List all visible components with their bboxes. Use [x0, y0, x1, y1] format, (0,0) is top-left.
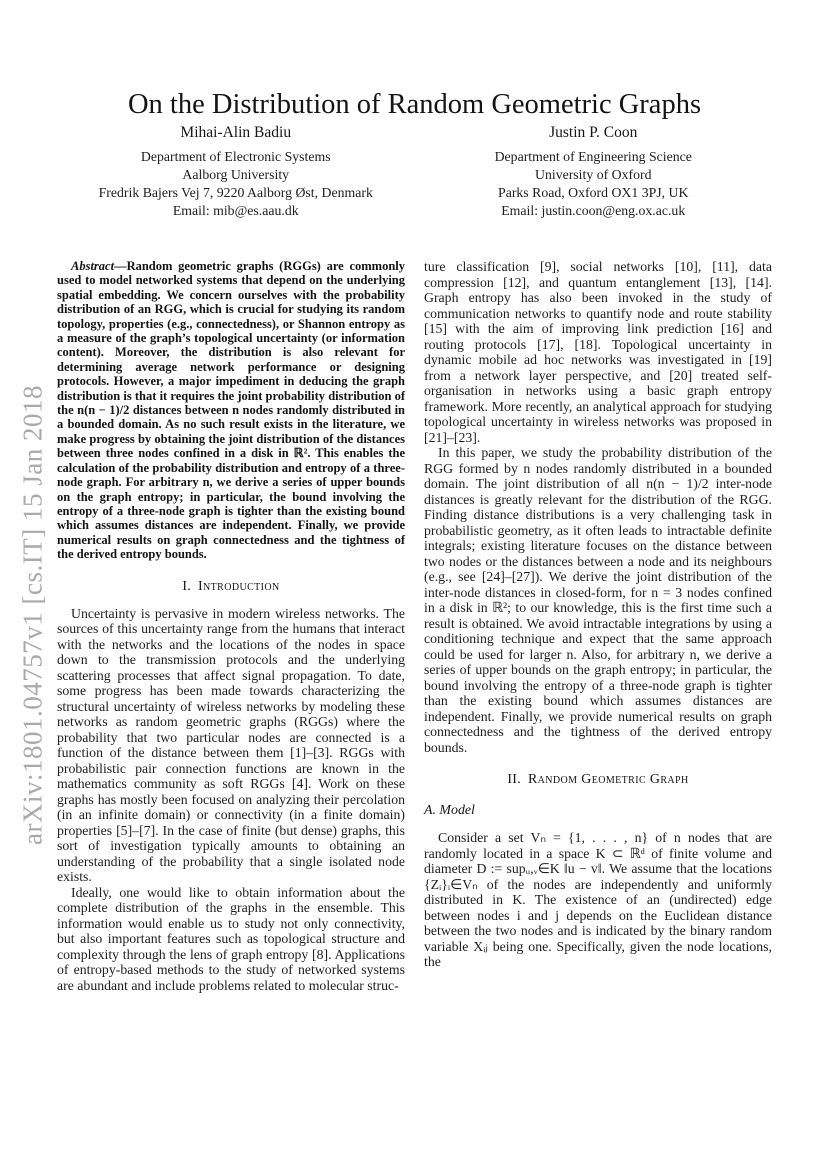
- abstract-paragraph: [57, 259, 405, 562]
- author-2-email: Email: justin.coon@eng.ox.ac.uk: [501, 203, 686, 218]
- section-1-number: I.: [182, 578, 192, 594]
- abstract-label: Abstract: [71, 259, 115, 273]
- subsection-heading-model: A. Model: [424, 803, 475, 818]
- author-block: [57, 124, 772, 220]
- author-2-address: Parks Road, Oxford OX1 3PJ, UK: [498, 185, 689, 200]
- intro-paragraph-3: In this paper, we study the probability distribution of the RGG formed by n nodes randomly distributed in a bounded domain. The joint distribution of all n(n − 1)/2 inter-node distances is greatly relevant for the distribution of the RGG. Finding distance distributions is a very challenging task in probabilistic geometry, as it often leads to intractable definite integrals; existing literature focuses on the distance between two nodes or the distances between a node and its neighbours (e.g., see [24]–[27]). We derive the joint distribution of the inter-node distances in closed-form, for n = 3 nodes confined in a disk in ℝ²; to our knowledge, this is the first time such a result is obtained. We avoid intractable integrations by using a conditioning technique and expect that the same approach could be used for larger n. Also, for arbitrary n, we derive a series of upper bounds on the graph entropy; in particular, the bound involving the entropy of a three-node graph is tighter than the existing bound which assumes distances are independent. Finally, we provide numerical results on graph connectedness and the tightness of the derived entropy bounds.: [424, 445, 772, 755]
- section-1-title: Introduction: [198, 578, 280, 594]
- section-2-number: II.: [507, 772, 521, 787]
- author-1-name: Mihai-Alin Badiu: [180, 124, 292, 141]
- arxiv-watermark: arXiv:1801.04757v1 [cs.IT] 15 Jan 2018: [17, 385, 48, 845]
- model-paragraph-1: Consider a set Vₙ = {1, . . . , n} of n nodes that are randomly located in a space K ⊂ ℝᵈ of finite volume and diameter D := supᵤ,ᵥ∈K ‖u − v‖. We assume that the locations {Zᵢ}ᵢ∈Vₙ of the nodes are independently and uniformly distributed in K. The existence of an (undirected) edge between nodes i and j depends on the Euclidean distance between the two nodes and is indicated by the binary random variable Xᵢⱼ being one. Specifically, given the node locations, the: [424, 830, 772, 969]
- section-2-title: Random Geometric Graph: [527, 772, 689, 787]
- author-2-name: Justin P. Coon: [549, 124, 638, 141]
- paper-title: On the Distribution of Random Geometric Graphs: [127, 89, 702, 121]
- author-2-department: Department of Engineering Science: [494, 149, 692, 164]
- intro-paragraph-2-continued: ture classification [9], social networks [10], [11], data compression [12], and quantum entanglement [13], [14]. Graph entropy has also been invoked in the study of communication networks to quantify node and route stability [15] with the aim of improving link prediction [16] and routing protocols [17], [18]. Topological uncertainty in dynamic mobile ad hoc networks was investigated in [19] from a network layer perspective, and [20] treated self-organisation in networks using a basic graph entropy framework. More recently, an analytical approach for studying topological uncertainty in wireless networks was proposed in [21]–[23].: [424, 259, 772, 445]
- author-2-university: University of Oxford: [535, 167, 652, 182]
- section-heading-introduction: [57, 579, 405, 595]
- author-2: [415, 124, 773, 220]
- author-1-university: Aalborg University: [182, 167, 290, 182]
- author-1-department: Department of Electronic Systems: [140, 149, 331, 164]
- author-1-address: Fredrik Bajers Vej 7, 9220 Aalborg Øst, Denmark: [98, 185, 373, 200]
- intro-paragraph-1: Uncertainty is pervasive in modern wireless networks. The sources of this uncertainty range from the humans that interact with the networks and the locations of the nodes in space down to the transmission protocols and the underlying scattering processes that affect signal propagation. To date, some progress has been made towards characterizing the structural uncertainty of wireless networks by modeling these networks as random geometric graphs (RGGs) where the probability that two particular nodes are connected is a function of the distance between them [1]–[3]. RGGs with probabilistic pair connection functions are known in the mathematics community as soft RGGs [4]. Work on these graphs has mostly been focused on analyzing their percolation (in an infinite domain) or connectivity (in a finite domain) properties [5]–[7]. In the case of finite (but dense) graphs, this sort of investigation typically amounts to obtaining an understanding of the probability that a single isolated node exists.: [57, 605, 405, 885]
- two-column-body: [57, 259, 772, 993]
- author-1: [57, 124, 415, 220]
- left-column: [57, 259, 405, 993]
- intro-paragraph-2: Ideally, one would like to obtain information about the complete distribution of the graphs in the ensemble. This information would enable us to study not only connectivity, but also important features such as topological structure and complexity through the lens of graph entropy [8]. Applications of entropy-based methods to the study of networked systems are abundant and include problems related to molecular struc-: [57, 884, 405, 993]
- section-heading-rgg: [424, 772, 772, 788]
- right-column: [424, 259, 772, 993]
- abstract-text: —Random geometric graphs (RGGs) are commonly used to model networked systems that depend on the underlying spatial embedding. We concern ourselves with the probability distribution of an RGG, which is crucial for studying its random topology, properties (e.g., connectedness), or Shannon entropy as a measure of the graph’s topological uncertainty (or information content). Moreover, the distribution is also relevant for determining average network performance or designing protocols. However, a major impediment in deducing the graph distribution is that it requires the joint probability distribution of the n(n − 1)/2 distances between n nodes randomly distributed in a bounded domain. As no such result exists in the literature, we make progress by obtaining the joint distribution of the distances between three nodes confined in a disk in ℝ². This enables the calculation of the probability distribution and entropy of a three-node graph. For arbitrary n, we derive a series of upper bounds on the graph entropy; in particular, the bound involving the entropy of a three-node graph is tighter than the existing bound which assumes distances are independent. Finally, we provide numerical results on graph connectedness and the tightness of the derived entropy bounds.: [57, 259, 405, 562]
- author-1-email: Email: mib@es.aau.dk: [172, 203, 299, 218]
